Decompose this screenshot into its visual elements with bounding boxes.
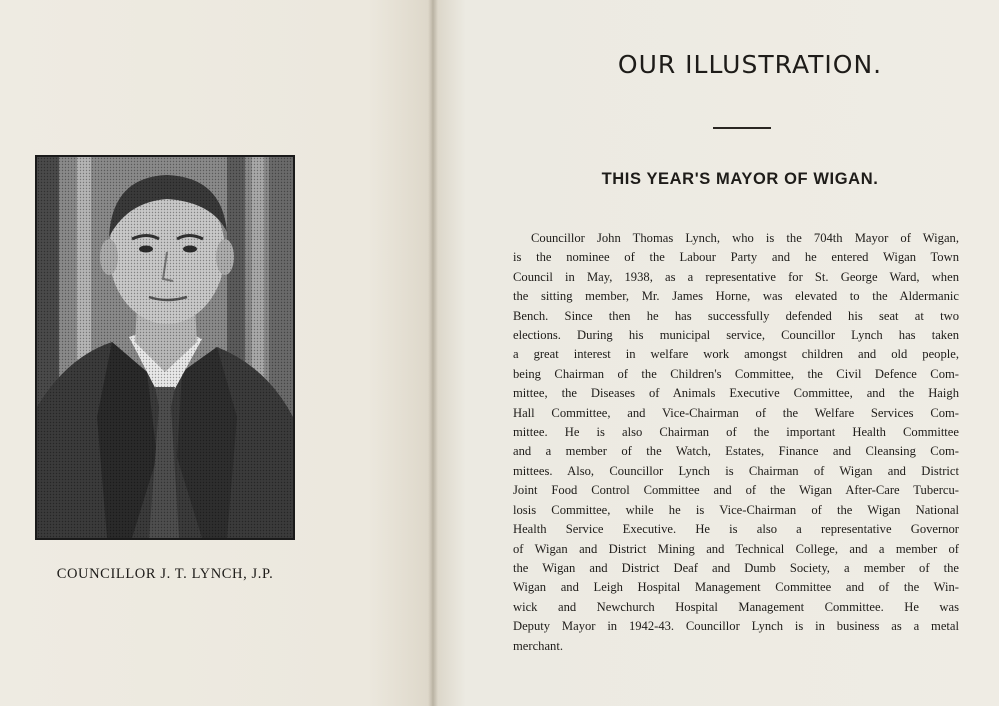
page-heading: OUR ILLUSTRATION.	[617, 50, 883, 79]
body-line: mittee, the Diseases of Animals Executive Committee, and the Haigh	[513, 386, 959, 401]
body-line: mittee. He is also Chairman of the important Health Committee	[513, 425, 959, 440]
body-line: the sitting member, Mr. James Horne, was elevated to the Aldermanic	[513, 289, 959, 304]
portrait-photo	[35, 155, 295, 540]
body-line: is the nominee of the Labour Party and he entered Wigan Town	[513, 250, 959, 265]
body-line: Hall Committee, and Vice-Chairman of the Welfare Services Com-	[513, 405, 959, 420]
article-body	[513, 229, 959, 656]
book-gutter	[428, 0, 438, 706]
body-line: the Wigan and District Deaf and Dumb Society, a member of the	[513, 560, 959, 575]
body-line: Wigan and Leigh Hospital Management Committee and of the Win-	[513, 580, 959, 595]
photo-caption: COUNCILLOR J. T. LYNCH, J.P.	[56, 566, 274, 582]
body-line: and a member of the Watch, Estates, Finance and Cleansing Com-	[513, 444, 959, 459]
body-line: merchant.	[513, 638, 563, 653]
body-line: Health Service Executive. He is also a representative Governor	[513, 522, 959, 537]
body-line: Joint Food Control Committee and of the Wigan After-Care Tubercu-	[513, 483, 959, 498]
body-line: Bench. Since then he has successfully defended his seat at two	[513, 308, 959, 323]
body-line: elections. During his municipal service, Councillor Lynch has taken	[513, 328, 959, 343]
portrait-illustration	[37, 157, 293, 538]
body-line: mittees. Also, Councillor Lynch is Chairman of Wigan and District	[513, 463, 959, 478]
body-line: of Wigan and District Mining and Technical College, and a member of	[513, 541, 959, 556]
left-page	[0, 0, 432, 706]
body-line: Council in May, 1938, as a representative for St. George Ward, when	[513, 269, 959, 284]
body-line: Deputy Mayor in 1942-43. Councillor Lynch is in business as a metal	[513, 619, 959, 634]
body-line: wick and Newchurch Hospital Management Committee. He was	[513, 599, 959, 614]
body-line: being Chairman of the Children's Committee, the Civil Defence Com-	[513, 366, 959, 381]
body-line: losis Committee, while he is Vice-Chairman of the Wigan National	[513, 502, 959, 517]
article-subheading: THIS YEAR'S MAYOR OF WIGAN.	[601, 170, 879, 188]
body-line: Councillor John Thomas Lynch, who is the 704th Mayor of Wigan,	[531, 231, 959, 245]
divider-rule	[713, 127, 771, 129]
body-line: a great interest in welfare work amongst children and old people,	[513, 347, 959, 362]
